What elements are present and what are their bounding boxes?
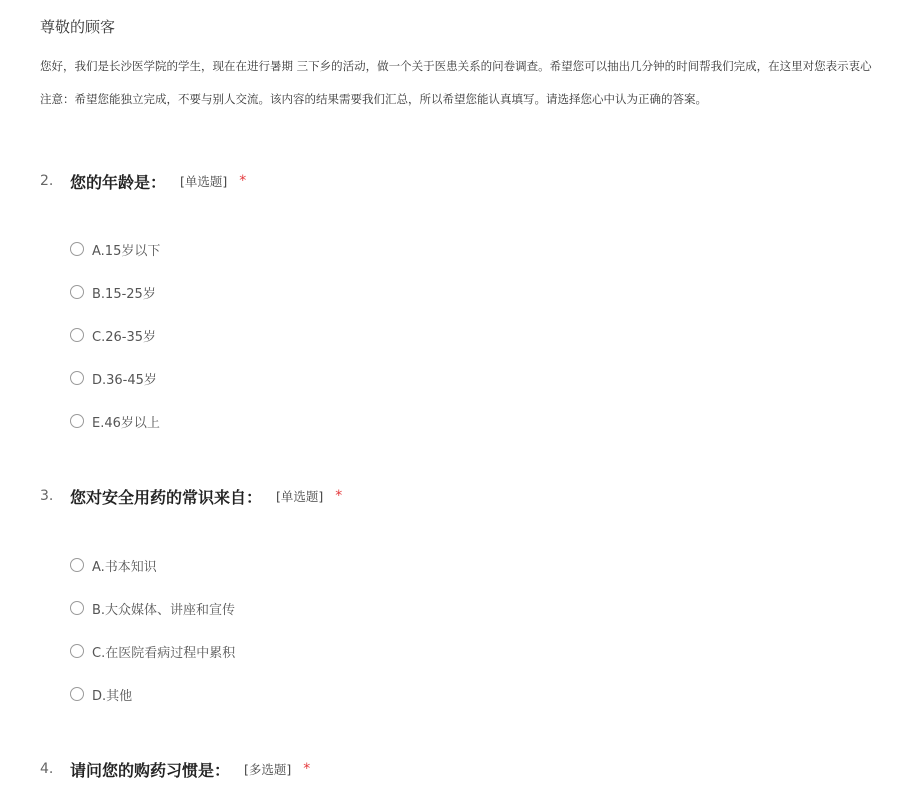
option-label: C.在医院看病过程中累积 — [92, 645, 236, 661]
option-label: A.书本知识 — [92, 559, 157, 575]
radio-button[interactable] — [70, 558, 84, 572]
option-item[interactable] — [70, 239, 160, 259]
option-label: D.36-45岁 — [92, 372, 157, 388]
question-header — [40, 170, 246, 192]
question-type-tag: [单选题] — [276, 489, 324, 504]
radio-button[interactable] — [70, 687, 84, 701]
question-number: 3. — [40, 488, 54, 504]
option-item[interactable] — [70, 411, 160, 431]
option-label: D.其他 — [92, 688, 133, 704]
question-number: 2. — [40, 173, 54, 189]
question-title: 您的年龄是： — [70, 172, 167, 192]
required-asterisk: * — [303, 761, 311, 777]
survey-title: 尊敬的顾客 — [40, 18, 116, 36]
question-type-tag: [多选题] — [244, 762, 292, 777]
question-type-tag: [单选题] — [180, 174, 228, 189]
option-label: C.26-35岁 — [92, 329, 156, 345]
required-asterisk: * — [335, 488, 343, 504]
question-number: 4. — [40, 761, 54, 777]
question-header — [40, 758, 310, 780]
radio-button[interactable] — [70, 242, 84, 256]
question-title: 请问您的购药习惯是： — [70, 760, 231, 780]
radio-button[interactable] — [70, 644, 84, 658]
question-title: 您对安全用药的常识来自： — [70, 487, 263, 507]
option-item[interactable] — [70, 282, 156, 302]
option-item[interactable] — [70, 598, 235, 618]
radio-button[interactable] — [70, 601, 84, 615]
option-label: B.15-25岁 — [92, 286, 156, 302]
survey-notice-text: 注意：希望您能独立完成，不要与别人交流。该内容的结果需要我们汇总，所以希望您能认真填写。请选择您心中认为正确的答案。 — [40, 92, 707, 106]
radio-button[interactable] — [70, 328, 84, 342]
radio-button[interactable] — [70, 371, 84, 385]
option-item[interactable] — [70, 325, 156, 345]
radio-button[interactable] — [70, 285, 84, 299]
option-item[interactable] — [70, 555, 157, 575]
radio-button[interactable] — [70, 414, 84, 428]
option-item[interactable] — [70, 641, 235, 661]
option-label: A.15岁以下 — [92, 243, 161, 259]
option-item[interactable] — [70, 684, 132, 704]
option-label: B.大众媒体、讲座和宣传 — [92, 602, 236, 618]
option-item[interactable] — [70, 368, 157, 388]
option-label: E.46岁以上 — [92, 415, 160, 431]
required-asterisk: * — [239, 173, 247, 189]
question-header — [40, 485, 342, 507]
survey-intro-text: 您好，我们是长沙医学院的学生，现在在进行暑期 三下乡的活动，做一个关于医患关系的问卷调查。希望您可以抽出几分钟的时间帮我们完成，在这里对您表示衷心 — [40, 59, 872, 73]
